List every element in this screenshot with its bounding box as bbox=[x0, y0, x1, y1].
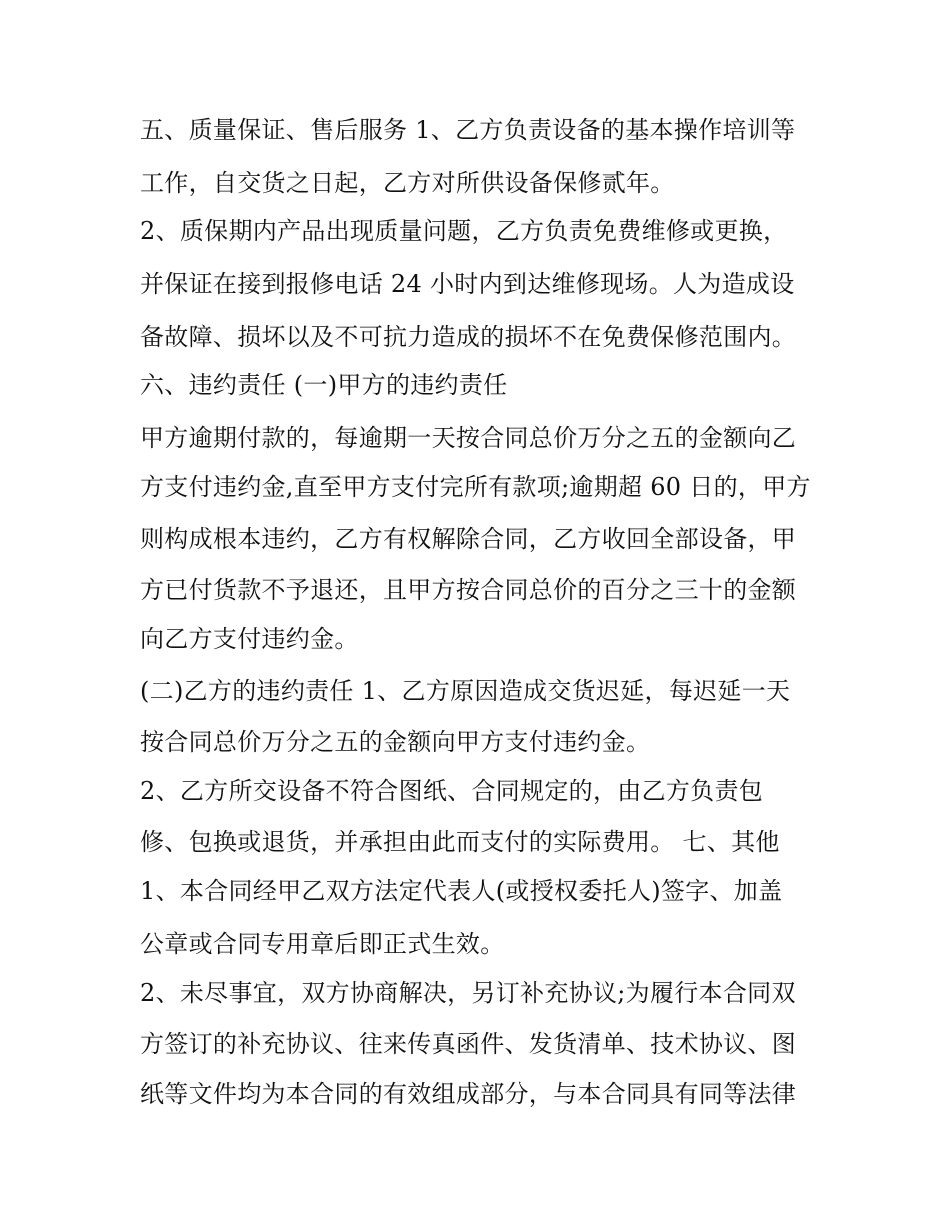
text-line: 修、包换或退货，并承担由此而支付的实际费用。 七、其他 bbox=[140, 828, 780, 856]
text-line: 按合同总价万分之五的金额向甲方支付违约金。 bbox=[140, 728, 651, 756]
text-line: 向乙方支付违约金。 bbox=[140, 625, 359, 653]
text-line: 方签订的补充协议、往来传真函件、发货清单、技术协议、图 bbox=[140, 1030, 797, 1058]
text-line: 甲方逾期付款的，每逾期一天按合同总价万分之五的金额向乙 bbox=[140, 424, 797, 452]
text-line: 工作，自交货之日起，乙方对所供设备保修贰年。 bbox=[140, 169, 675, 197]
text-line: 2、乙方所交设备不符合图纸、合同规定的，由乙方负责包 bbox=[140, 777, 764, 805]
text-line: 六、违约责任 (一)甲方的违约责任 bbox=[140, 371, 508, 399]
text-line: (二)乙方的违约责任 1、乙方原因造成交货迟延，每迟延一天 bbox=[140, 677, 791, 705]
text-line: 2、未尽事宜，双方协商解决，另订补充协议;为履行本合同双 bbox=[140, 979, 796, 1007]
text-line: 五、质量保证、售后服务 1、乙方负责设备的基本操作培训等 bbox=[140, 116, 796, 144]
text-line: 并保证在接到报修电话 24 小时内到达维修现场。人为造成设 bbox=[140, 270, 795, 298]
text-line: 方支付违约金,直至甲方支付完所有款项;逾期超 60 日的，甲方 bbox=[140, 473, 811, 501]
text-line: 1、本合同经甲乙双方法定代表人(或授权委托人)签字、加盖 bbox=[140, 877, 783, 905]
text-line: 方已付货款不予退还，且甲方按合同总价的百分之三十的金额 bbox=[140, 576, 797, 604]
text-line: 则构成根本违约，乙方有权解除合同，乙方收回全部设备，甲 bbox=[140, 525, 797, 553]
text-line: 纸等文件均为本合同的有效组成部分，与本合同具有同等法律 bbox=[140, 1080, 797, 1108]
text-line: 公章或合同专用章后即正式生效。 bbox=[140, 930, 505, 958]
text-line: 备故障、损坏以及不可抗力造成的损坏不在免费保修范围内。 bbox=[140, 323, 797, 351]
text-line: 2、质保期内产品出现质量问题，乙方负责免费维修或更换， bbox=[140, 217, 788, 245]
